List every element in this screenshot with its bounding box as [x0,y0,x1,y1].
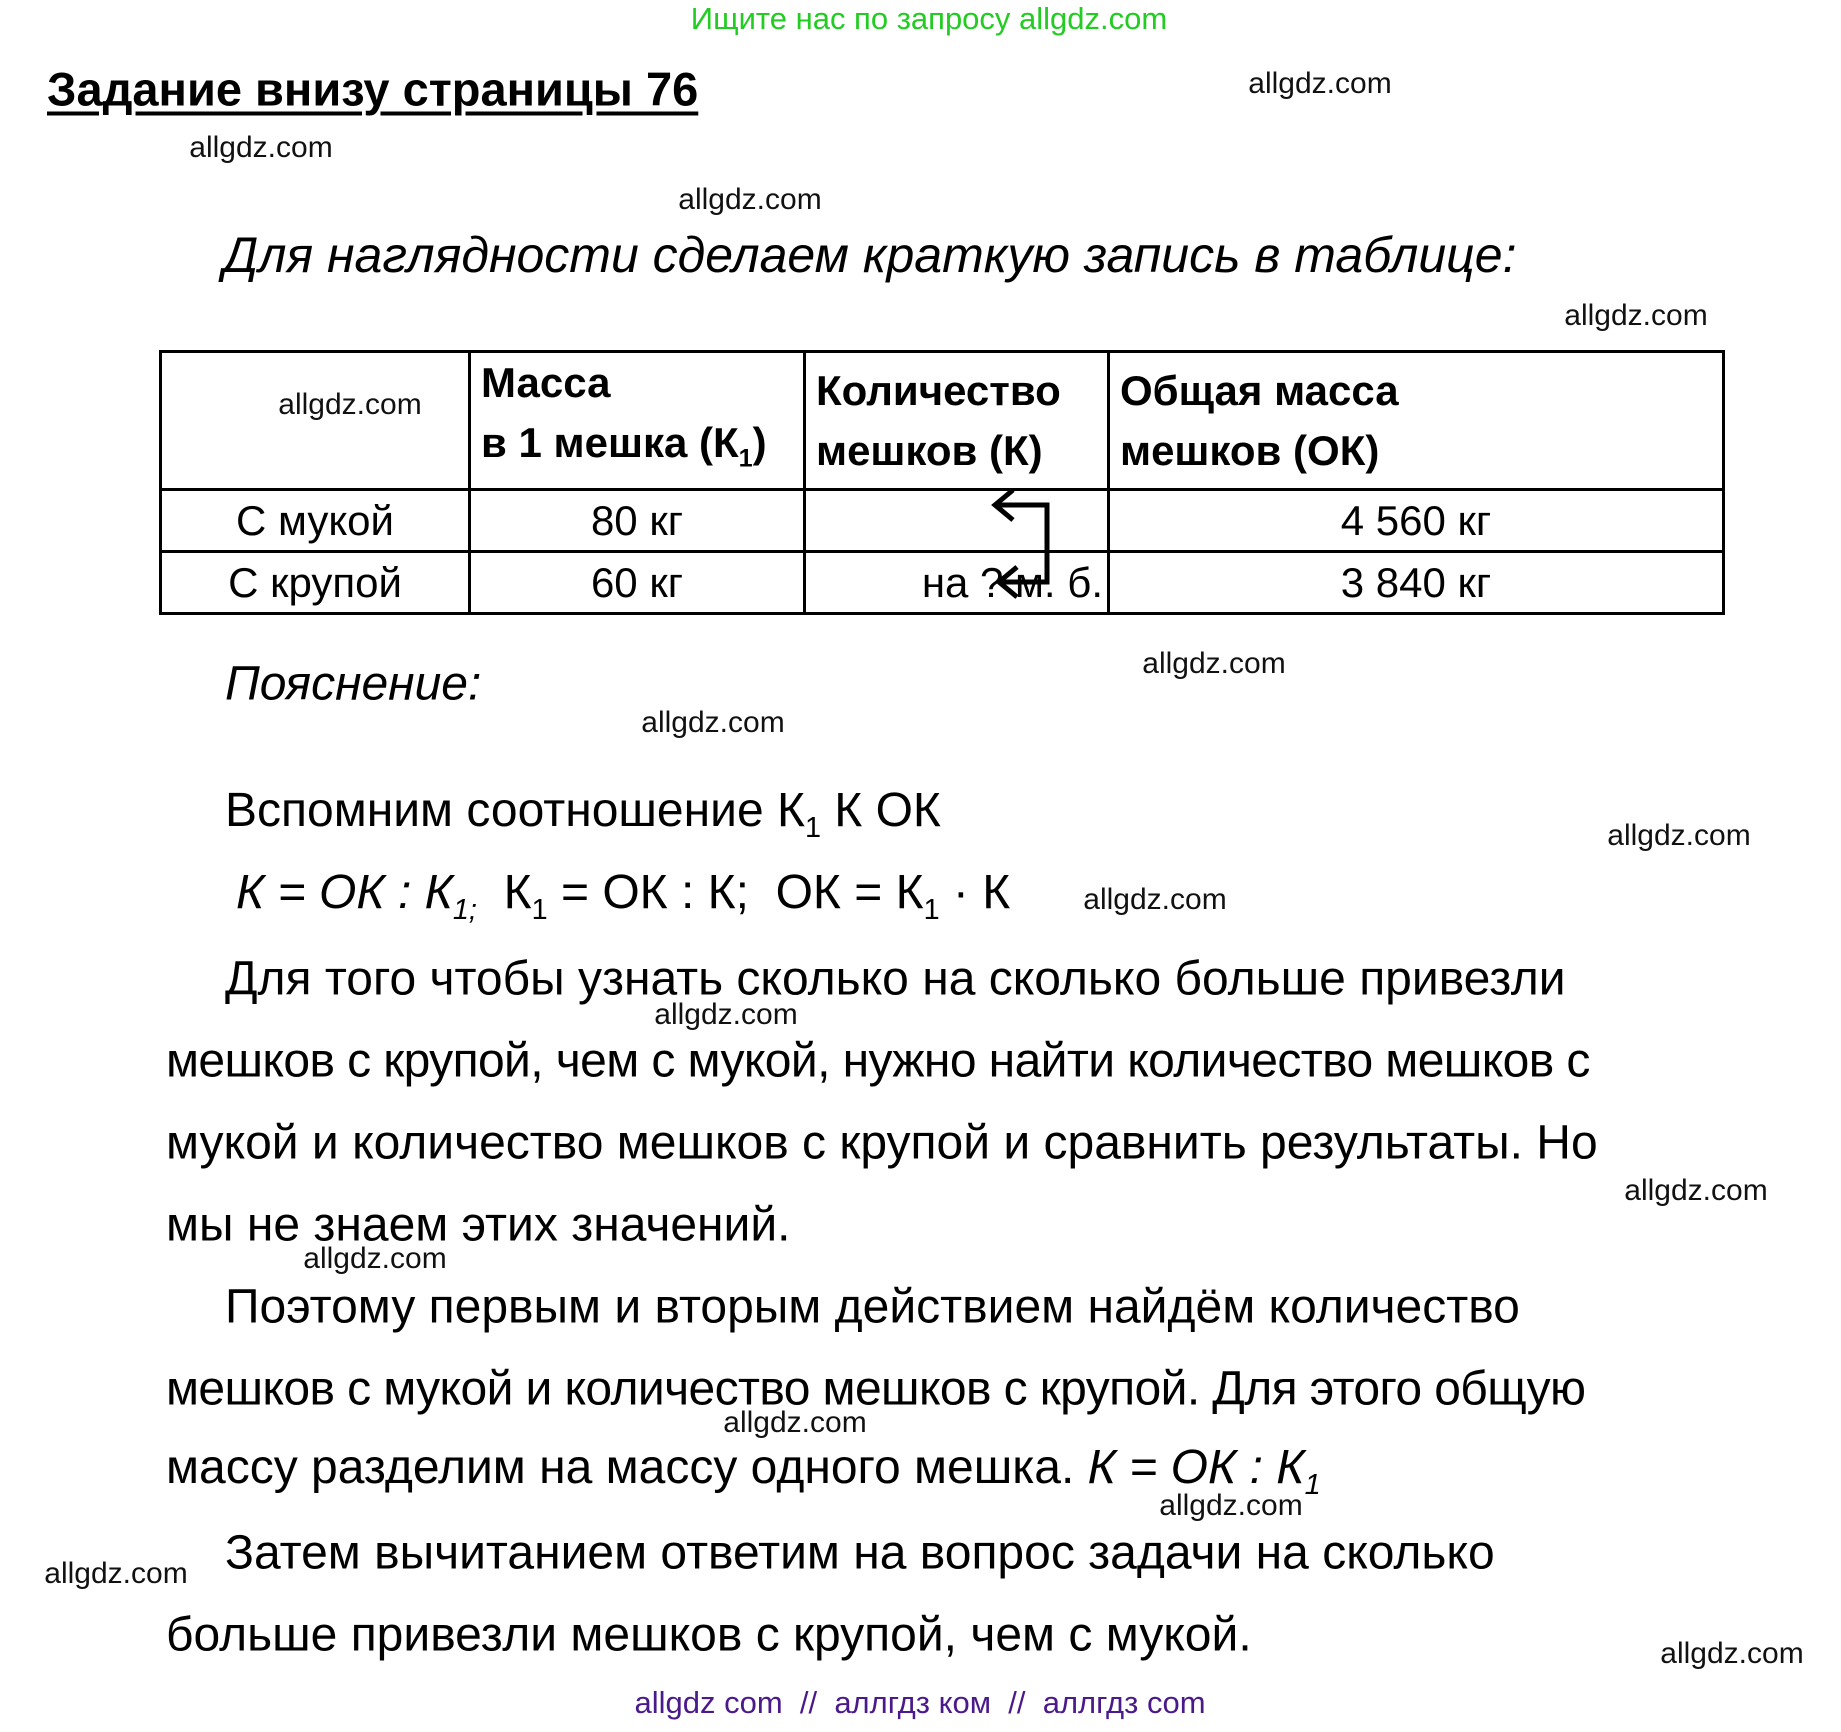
paragraph-line: больше привезли мешков с крупой, чем с мукой. [166,1608,1252,1662]
row-label: С крупой [161,552,470,614]
subscript: 1; [452,893,477,926]
formula-line [236,865,1010,927]
cell-count: на ? м. б. [805,552,1109,614]
watermark: allgdz.com [189,131,333,164]
paragraph-line: Для того чтобы узнать сколько на сколько больше привезли [225,952,1566,1006]
cell-count [805,490,1109,552]
header-text: в 1 мешка (К [481,419,739,466]
text: Вспомним соотношение К [225,784,805,838]
formula: ОК = К [775,866,924,920]
table-row [161,490,1724,552]
text: массу разделим на массу одного мешка. [166,1441,1088,1495]
paragraph-line: мешков с крупой, чем с мукой, нужно найти количество мешков с [166,1034,1590,1088]
compare-arrow-icon [985,482,1055,602]
subscript: 1 [738,444,753,473]
header-text: мешков (ОК) [1120,426,1380,474]
row-label: С мукой [161,490,470,552]
formula: К [503,866,532,920]
paragraph-line: мешков с мукой и количество мешков с крупой. Для этого общую [166,1362,1586,1416]
watermark: allgdz.com [654,998,798,1031]
formula: К = ОК : К [1087,1441,1305,1495]
paragraph-line: Затем вычитанием ответим на вопрос задачи на сколько [225,1526,1495,1580]
watermark: allgdz.com [1142,647,1286,680]
header-text: Общая масса [1120,366,1399,414]
watermark: allgdz.com [1159,1489,1303,1522]
header-text: Количество [816,366,1061,414]
formula: К = ОК : К [236,866,453,920]
header-mass [470,352,805,490]
watermark: allgdz.com [44,1557,188,1590]
watermark: allgdz.com [678,183,822,216]
table-row [161,552,1724,614]
paragraph-line: Поэтому первым и вторым действием найдём количество [225,1280,1520,1334]
explanation-heading: Пояснение: [225,657,482,711]
formula: · К [939,866,1011,920]
header-text: мешков (К) [816,426,1043,474]
paragraph-line [166,1440,1321,1502]
intro-text: Для наглядности сделаем краткую запись в таблице: [223,227,1517,283]
subscript: 1 [531,893,548,926]
watermark: allgdz.com [303,1242,447,1275]
cell-mass: 60 кг [470,552,805,614]
header-count [805,352,1109,490]
subscript: 1 [923,893,940,926]
cell-total: 3 840 кг [1109,552,1724,614]
recall-line [225,783,941,845]
subscript: 1 [804,811,821,844]
header-total [1109,352,1724,490]
cell-total: 4 560 кг [1109,490,1724,552]
watermark: allgdz.com [1624,1174,1768,1207]
header-text: Масса [481,359,611,406]
watermark: allgdz.com [1248,67,1392,100]
search-banner[interactable]: Ищите нас по запросу allgdz.com [690,1,1168,36]
page-title: Задание внизу страницы 76 [47,62,699,116]
header-text: ) [752,419,767,466]
watermark: allgdz.com [1607,819,1751,852]
watermark: allgdz.com [1564,299,1708,332]
footer-links[interactable]: allgdz com // аллгдз ком // аллгдз com [634,1685,1206,1720]
watermark: allgdz.com [278,388,422,421]
watermark: allgdz.com [641,706,785,739]
formula: = ОК : К; [547,866,749,920]
cell-mass: 80 кг [470,490,805,552]
watermark: allgdz.com [1083,883,1227,916]
watermark: allgdz.com [723,1406,867,1439]
paragraph-line: мы не знаем этих значений. [166,1198,791,1252]
paragraph-line: мукой и количество мешков с крупой и сравнить результаты. Но [166,1116,1598,1170]
subscript: 1 [1304,1468,1321,1501]
watermark: allgdz.com [1660,1637,1804,1670]
text: К ОК [820,784,941,838]
